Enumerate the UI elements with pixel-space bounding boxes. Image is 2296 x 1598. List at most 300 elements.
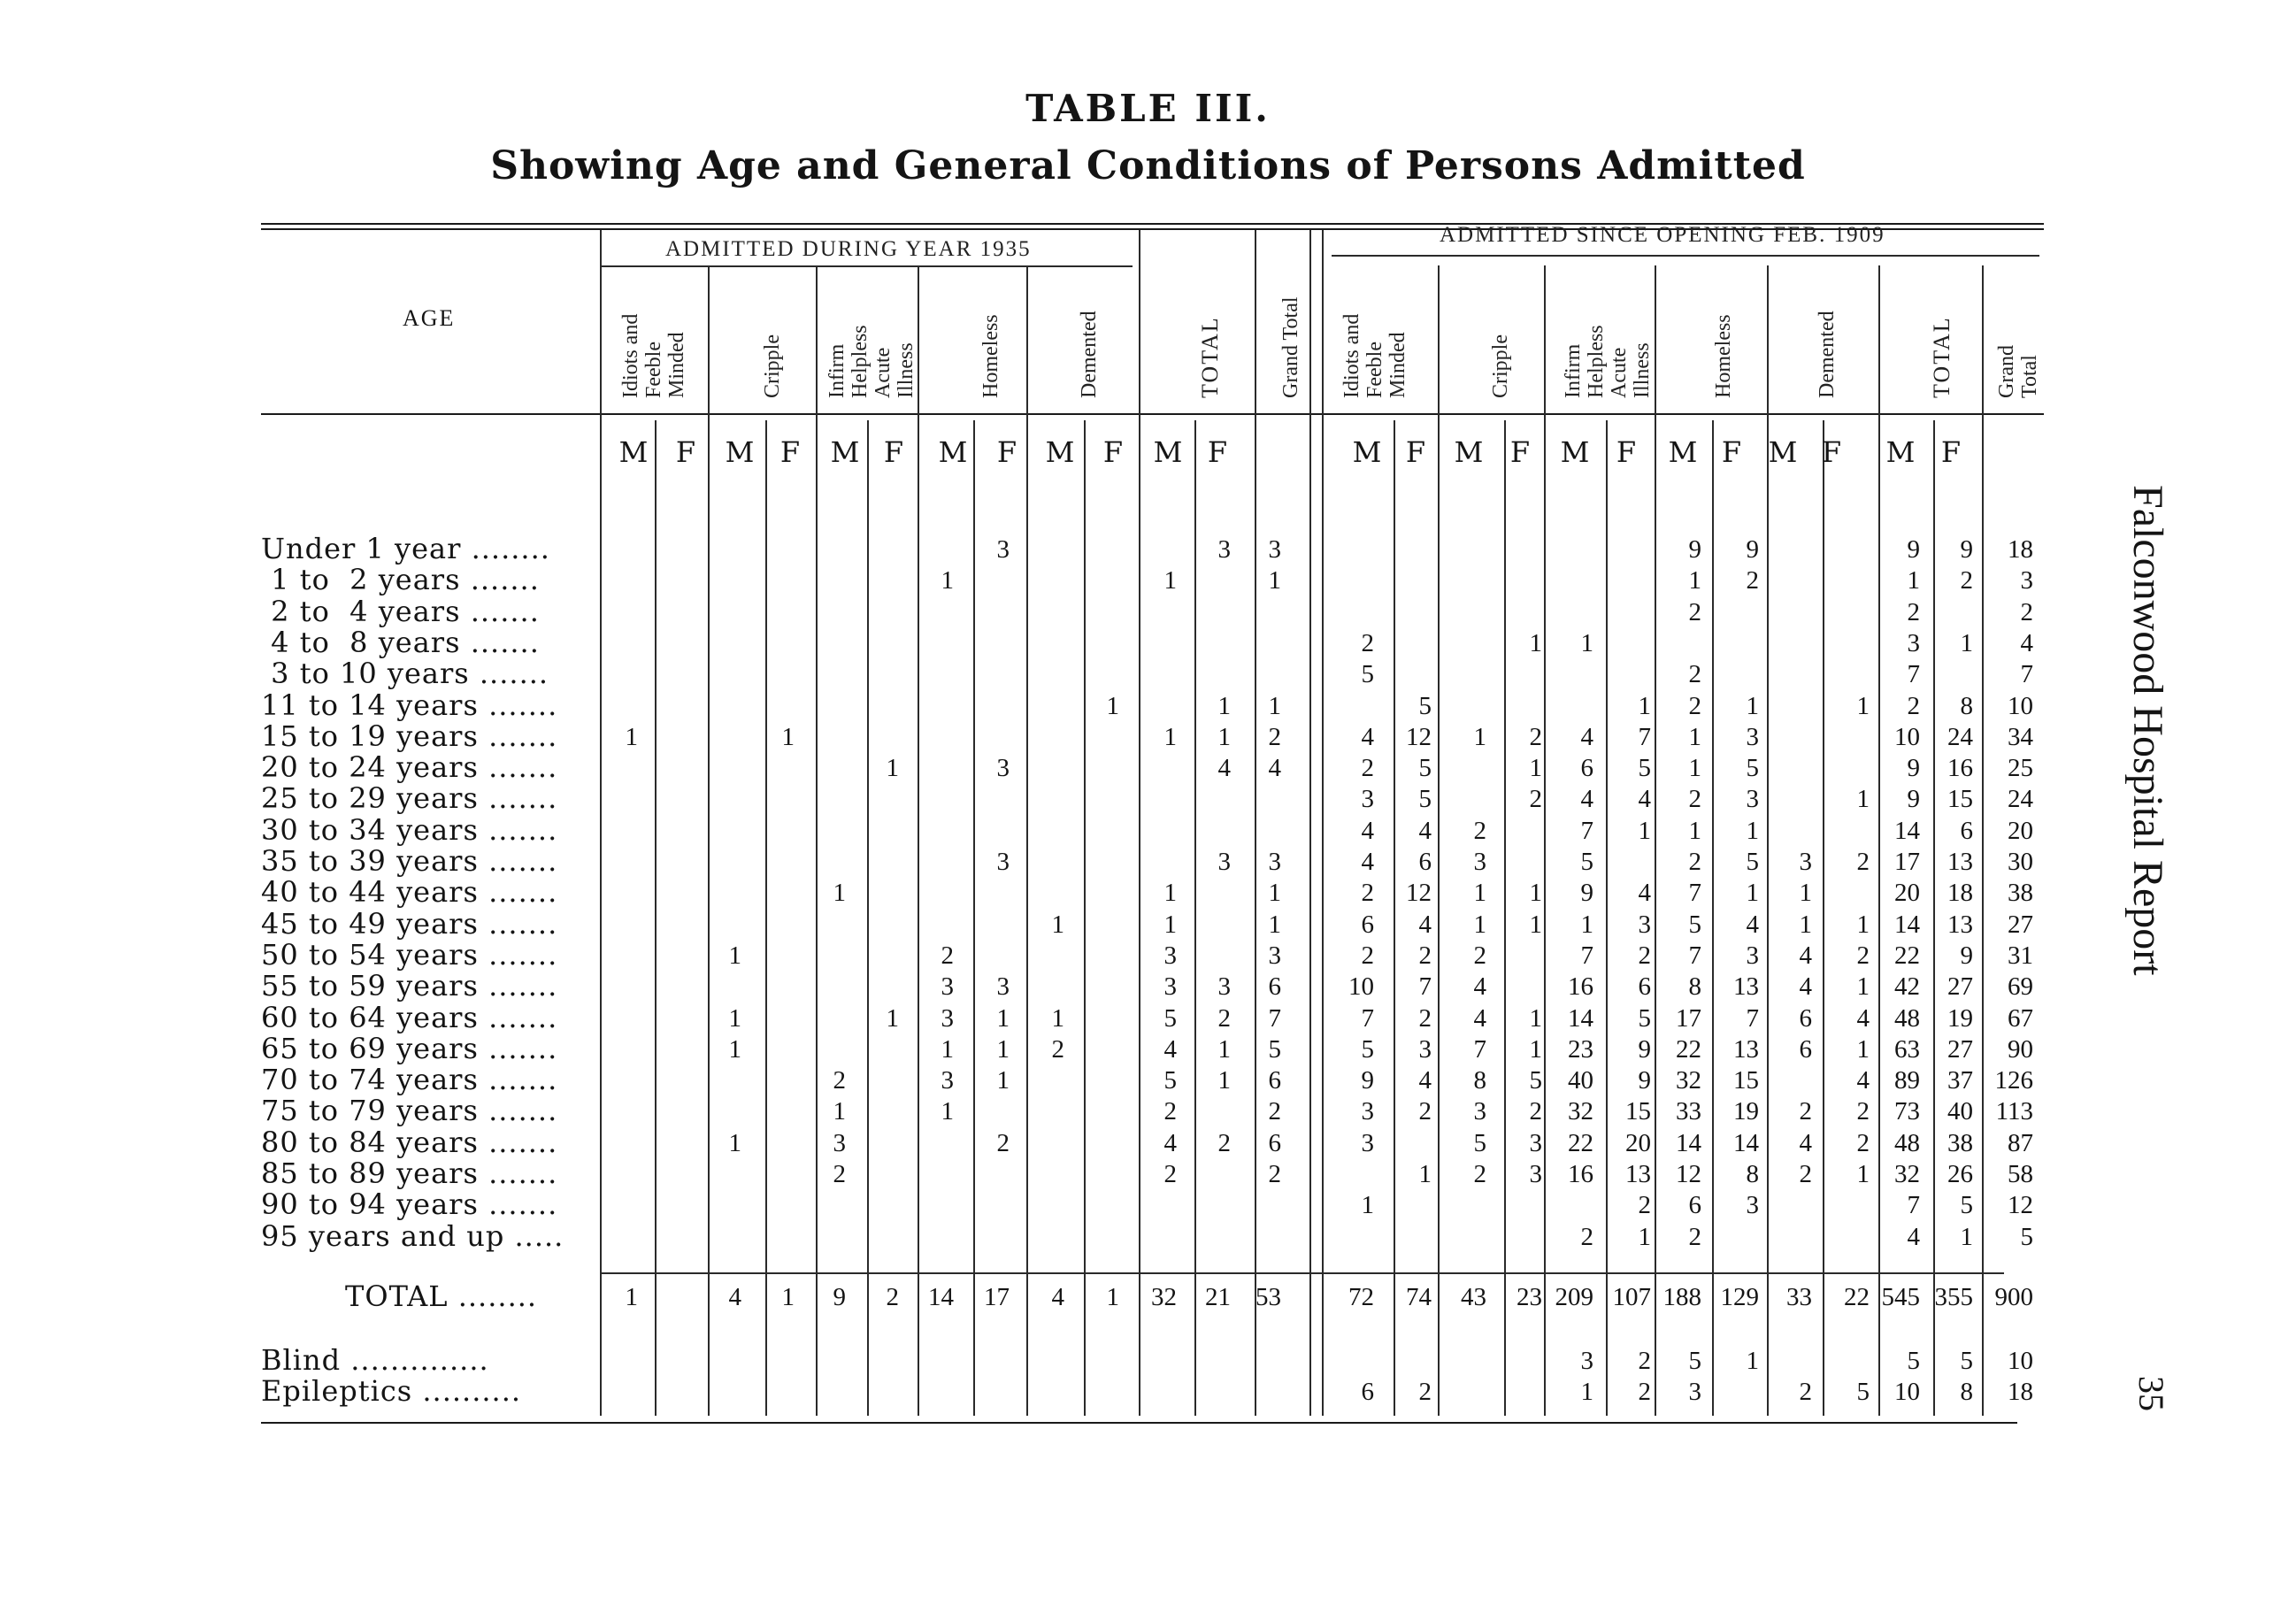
age-row-cell: 4	[1907, 1222, 1920, 1251]
age-row-cell: 3	[996, 972, 1010, 1002]
age-row-cell: 4	[1799, 1128, 1812, 1157]
total-row-cell: 74	[1406, 1283, 1432, 1311]
age-row-label: 4 to 8 years .......	[261, 625, 540, 659]
column-divider	[655, 420, 657, 1416]
age-row-cell: 89	[1894, 1066, 1920, 1095]
age-row-cell: 12	[2008, 1191, 2033, 1220]
age-row-cell: 1	[996, 1003, 1010, 1033]
age-row-cell: 1	[1529, 754, 1542, 783]
age-row-cell: 69	[2008, 972, 2033, 1002]
sex-label: F	[1821, 435, 1842, 469]
age-row-cell: 1	[1688, 722, 1701, 751]
age-row-label: 40 to 44 years .......	[261, 875, 558, 910]
age-row-cell: 2	[1473, 816, 1486, 845]
total-row-cell: 32	[1151, 1283, 1177, 1311]
age-row-cell: 2	[1529, 722, 1542, 751]
age-row-cell: 12	[1676, 1160, 1701, 1188]
age-row-cell: 1	[1418, 1160, 1432, 1188]
age-row-cell: 48	[1894, 1003, 1920, 1033]
age-row-cell: 1	[1051, 910, 1064, 939]
age-row-cell: 1	[728, 941, 741, 970]
age-row-cell: 2	[1907, 691, 1920, 720]
total-row-cell: 9	[833, 1283, 846, 1311]
age-row-cell: 2	[1688, 1222, 1701, 1251]
age-row-cell: 2	[1361, 941, 1374, 970]
age-row-cell: 3	[1217, 535, 1231, 564]
condition-row-cell: 6	[1361, 1378, 1374, 1406]
age-row-cell: 2	[2020, 597, 2033, 626]
sex-label: M	[1045, 435, 1075, 469]
age-row-cell: 4	[1473, 972, 1486, 1002]
condition-row-cell: 5	[1856, 1378, 1870, 1406]
age-row-cell: 1	[1473, 879, 1486, 908]
col-header-cripple-1935: Cripple	[761, 334, 784, 398]
age-row-cell: 113	[1995, 1097, 2033, 1126]
page-number: 35	[2131, 1376, 2171, 1411]
age-row-cell: 4	[1473, 1003, 1486, 1033]
age-row-cell: 20	[1625, 1128, 1651, 1157]
age-row-cell: 1	[728, 1003, 741, 1033]
age-row-cell: 13	[1733, 972, 1759, 1002]
age-row-cell: 5	[1529, 1066, 1542, 1095]
age-row-cell: 87	[2008, 1128, 2033, 1157]
age-row-cell: 9	[1907, 754, 1920, 783]
age-row-cell: 1	[1106, 691, 1119, 720]
condition-row-cell: 3	[1688, 1378, 1701, 1406]
age-row-cell: 2	[1688, 848, 1701, 876]
age-row-cell: 1	[1746, 691, 1759, 720]
age-row-cell: 1	[941, 1097, 954, 1126]
age-row-cell: 2	[833, 1066, 846, 1095]
age-row-cell: 14	[1894, 816, 1920, 845]
age-row-cell: 1	[1268, 566, 1281, 595]
age-row-cell: 2	[1268, 1097, 1281, 1126]
age-row-label: 35 to 39 years .......	[261, 844, 558, 878]
sex-label: F	[1940, 435, 1962, 469]
age-row-cell: 27	[1947, 972, 1973, 1002]
age-row-cell: 2	[1361, 628, 1374, 657]
age-row-cell: 63	[1894, 1034, 1920, 1064]
age-row-cell: 3	[1746, 1191, 1759, 1220]
age-row-cell: 2	[1688, 597, 1701, 626]
total-row-cell: 545	[1881, 1283, 1920, 1311]
age-row-cell: 2	[1638, 941, 1651, 970]
age-row-cell: 20	[1894, 879, 1920, 908]
age-row-cell: 1	[1799, 879, 1812, 908]
age-row-cell: 22	[1676, 1034, 1701, 1064]
age-row-cell: 1	[1163, 566, 1177, 595]
age-row-label: 60 to 64 years .......	[261, 1000, 558, 1034]
total-row-cell: 1	[1106, 1283, 1119, 1311]
age-row-cell: 6	[1268, 1128, 1281, 1157]
age-row-label: 90 to 94 years .......	[261, 1187, 558, 1222]
age-row-cell: 19	[1947, 1003, 1973, 1033]
age-row-cell: 40	[1568, 1066, 1593, 1095]
column-divider	[600, 230, 602, 1416]
age-row-cell: 2	[1799, 1097, 1812, 1126]
group-header-1935: ADMITTED DURING YEAR 1935	[665, 237, 1032, 261]
col-header-cripple-since: Cripple	[1489, 334, 1512, 398]
col-header-homeless-since: Homeless	[1712, 314, 1735, 398]
sex-label: F	[883, 435, 904, 469]
column-divider	[816, 265, 818, 1416]
age-row-cell: 7	[1580, 941, 1593, 970]
age-row-cell: 7	[1746, 1003, 1759, 1033]
age-row-cell: 26	[1947, 1160, 1973, 1188]
age-row-cell: 3	[996, 754, 1010, 783]
age-row-cell: 10	[1894, 722, 1920, 751]
age-row-cell: 2	[1856, 848, 1870, 876]
age-row-cell: 6	[1268, 1066, 1281, 1095]
age-row-cell: 1	[1473, 910, 1486, 939]
sex-label: F	[1509, 435, 1531, 469]
age-row-cell: 1	[1960, 1222, 1973, 1251]
age-row-label: 11 to 14 years .......	[261, 688, 558, 722]
age-row-cell: 1	[1907, 566, 1920, 595]
age-row-cell: 8	[1746, 1160, 1759, 1188]
age-row-cell: 9	[1907, 535, 1920, 564]
age-row-cell: 6	[1799, 1034, 1812, 1064]
age-row-cell: 13	[1733, 1034, 1759, 1064]
age-row-cell: 22	[1894, 941, 1920, 970]
age-row-cell: 1	[625, 722, 638, 751]
age-row-cell: 1	[1580, 910, 1593, 939]
age-row-cell: 13	[1947, 848, 1973, 876]
age-row-cell: 1	[1799, 910, 1812, 939]
age-row-cell: 5	[1361, 1034, 1374, 1064]
age-row-cell: 1	[1361, 1191, 1374, 1220]
age-row-cell: 2	[1473, 941, 1486, 970]
age-row-cell: 3	[941, 1066, 954, 1095]
age-row-cell: 3	[1361, 1128, 1374, 1157]
age-row-cell: 1	[1051, 1003, 1064, 1033]
age-row-cell: 2	[1268, 1160, 1281, 1188]
age-row-cell: 1	[728, 1034, 741, 1064]
sex-label: M	[1454, 435, 1484, 469]
age-row-cell: 4	[1580, 722, 1593, 751]
age-row-cell: 3	[2020, 566, 2033, 595]
sex-label: M	[830, 435, 860, 469]
age-row-cell: 7	[1361, 1003, 1374, 1033]
age-row-cell: 48	[1894, 1128, 1920, 1157]
age-row-cell: 5	[2020, 1222, 2033, 1251]
age-row-cell: 15	[1733, 1066, 1759, 1095]
column-divider	[867, 420, 869, 1416]
total-row-cell: 4	[728, 1283, 741, 1311]
age-row-cell: 4	[1799, 941, 1812, 970]
age-row-cell: 1	[728, 1128, 741, 1157]
age-row-cell: 1	[1529, 628, 1542, 657]
sex-label: F	[1207, 435, 1228, 469]
age-row-cell: 31	[2008, 941, 2033, 970]
total-row-cell: 188	[1662, 1283, 1701, 1311]
age-row-cell: 16	[1568, 1160, 1593, 1188]
age-row-cell: 3	[1746, 722, 1759, 751]
age-row-cell: 5	[1268, 1034, 1281, 1064]
sex-label: F	[779, 435, 801, 469]
age-row-cell: 20	[2008, 816, 2033, 845]
age-row-cell: 2	[1960, 566, 1973, 595]
age-row-cell: 4	[1163, 1128, 1177, 1157]
age-row-cell: 9	[1638, 1066, 1651, 1095]
sex-label: F	[1102, 435, 1124, 469]
total-row-cell: 4	[1051, 1283, 1064, 1311]
age-row-cell: 126	[1994, 1066, 2033, 1095]
col-header-demented-since: Demented	[1816, 311, 1839, 398]
total-row-cell: 43	[1461, 1283, 1486, 1311]
age-row-cell: 4	[1361, 816, 1374, 845]
age-row-cell: 37	[1947, 1066, 1973, 1095]
age-row-cell: 9	[1960, 535, 1973, 564]
age-row-cell: 5	[1163, 1066, 1177, 1095]
group-underline-since	[1332, 255, 2039, 257]
age-row-cell: 1	[1268, 691, 1281, 720]
age-row-cell: 9	[1907, 785, 1920, 814]
age-row-cell: 1	[1638, 816, 1651, 845]
age-row-cell: 32	[1568, 1097, 1593, 1126]
age-row-cell: 3	[1638, 910, 1651, 939]
age-row-cell: 2	[996, 1128, 1010, 1157]
age-row-cell: 6	[1361, 910, 1374, 939]
age-row-cell: 1	[1268, 879, 1281, 908]
age-row-cell: 1	[781, 722, 795, 751]
header-rule	[261, 413, 2044, 415]
column-divider	[708, 265, 710, 1416]
age-row-cell: 32	[1894, 1160, 1920, 1188]
age-row-cell: 2	[833, 1160, 846, 1188]
age-row-cell: 1	[1856, 691, 1870, 720]
total-row-cell: 14	[928, 1283, 954, 1311]
age-row-cell: 5	[1746, 754, 1759, 783]
age-row-cell: 58	[2008, 1160, 2033, 1188]
age-row-cell: 7	[1907, 1191, 1920, 1220]
age-row-cell: 67	[2008, 1003, 2033, 1033]
age-row-cell: 1	[1268, 910, 1281, 939]
age-row-cell: 1	[1580, 628, 1593, 657]
age-row-cell: 7	[1688, 879, 1701, 908]
age-row-label: 50 to 54 years .......	[261, 937, 558, 972]
age-row-cell: 3	[941, 1003, 954, 1033]
age-row-cell: 73	[1894, 1097, 1920, 1126]
age-row-cell: 19	[1733, 1097, 1759, 1126]
age-row-cell: 9	[1960, 941, 1973, 970]
age-row-cell: 7	[1418, 972, 1432, 1002]
age-row-cell: 33	[1676, 1097, 1701, 1126]
age-row-cell: 1	[1217, 1034, 1231, 1064]
age-row-cell: 17	[1894, 848, 1920, 876]
age-row-cell: 8	[1473, 1066, 1486, 1095]
sex-label: F	[996, 435, 1017, 469]
age-row-cell: 2	[1688, 691, 1701, 720]
age-row-label: 20 to 24 years .......	[261, 750, 558, 785]
condition-row-label: Epileptics ..........	[261, 1374, 522, 1408]
age-row-cell: 3	[1268, 941, 1281, 970]
age-row-cell: 1	[1638, 1222, 1651, 1251]
column-divider	[1309, 230, 1311, 1416]
age-row-cell: 5	[1638, 1003, 1651, 1033]
age-row-cell: 4	[1746, 910, 1759, 939]
age-row-label: 2 to 4 years .......	[261, 594, 540, 628]
age-row-cell: 6	[1268, 972, 1281, 1002]
age-row-cell: 7	[1638, 722, 1651, 751]
age-row-cell: 4	[1361, 848, 1374, 876]
age-row-cell: 1	[941, 1034, 954, 1064]
age-row-cell: 18	[2008, 535, 2033, 564]
age-row-cell: 4	[1856, 1003, 1870, 1033]
age-row-cell: 42	[1894, 972, 1920, 1002]
age-row-cell: 2	[1473, 1160, 1486, 1188]
age-row-cell: 2	[1361, 879, 1374, 908]
age-row-cell: 1	[1638, 691, 1651, 720]
age-row-cell: 13	[1625, 1160, 1651, 1188]
age-row-label: 80 to 84 years .......	[261, 1125, 558, 1159]
age-row-cell: 7	[1907, 660, 1920, 689]
age-row-cell: 1	[1163, 879, 1177, 908]
age-row-cell: 4	[1638, 785, 1651, 814]
sex-label: F	[1405, 435, 1426, 469]
age-row-cell: 10	[2008, 691, 2033, 720]
age-row-cell: 16	[1568, 972, 1593, 1002]
age-header: AGE	[403, 305, 456, 331]
age-row-cell: 13	[1947, 910, 1973, 939]
total-row-cell: 900	[1994, 1283, 2033, 1311]
age-row-cell: 3	[1418, 1034, 1432, 1064]
age-row-cell: 14	[1894, 910, 1920, 939]
age-row-cell: 14	[1733, 1128, 1759, 1157]
age-row-cell: 10	[1348, 972, 1374, 1002]
age-row-cell: 1	[1688, 566, 1701, 595]
age-row-cell: 2	[1217, 1128, 1231, 1157]
age-row-cell: 9	[1638, 1034, 1651, 1064]
sex-label: M	[1352, 435, 1382, 469]
age-row-cell: 1	[1960, 628, 1973, 657]
age-row-cell: 5	[1418, 691, 1432, 720]
age-row-cell: 2	[1529, 785, 1542, 814]
condition-row-cell: 18	[2008, 1378, 2033, 1406]
column-divider	[1139, 230, 1140, 1416]
age-row-cell: 1	[1856, 972, 1870, 1002]
age-row-cell: 14	[1676, 1128, 1701, 1157]
age-row-cell: 2	[1746, 566, 1759, 595]
age-row-cell: 1	[1529, 879, 1542, 908]
age-row-cell: 3	[1473, 1097, 1486, 1126]
condition-row-cell: 2	[1799, 1378, 1812, 1406]
table-title: TABLE III.	[1025, 87, 1271, 130]
condition-row-label: Blind ..............	[261, 1343, 489, 1377]
age-row-cell: 3	[1217, 972, 1231, 1002]
age-row-cell: 9	[1580, 879, 1593, 908]
age-row-cell: 24	[1947, 722, 1973, 751]
group-header-since-1909: ADMITTED SINCE OPENING FEB. 1909	[1440, 223, 1885, 247]
age-row-cell: 5	[1361, 660, 1374, 689]
sex-label: M	[1885, 435, 1916, 469]
age-row-cell: 4	[1638, 879, 1651, 908]
age-row-cell: 6	[1580, 754, 1593, 783]
age-row-label: 3 to 10 years .......	[261, 657, 549, 691]
age-row-cell: 3	[1361, 1097, 1374, 1126]
col-header-total-since: TOTAL	[1929, 316, 1954, 398]
age-row-cell: 3	[996, 535, 1010, 564]
age-row-cell: 27	[1947, 1034, 1973, 1064]
age-row-cell: 2	[1361, 754, 1374, 783]
age-row-cell: 1	[886, 754, 899, 783]
age-row-cell: 4	[1163, 1034, 1177, 1064]
age-row-cell: 3	[833, 1128, 846, 1157]
age-row-cell: 15	[1625, 1097, 1651, 1126]
total-row-cell: 129	[1720, 1283, 1759, 1311]
age-row-cell: 3	[1473, 848, 1486, 876]
age-row-cell: 1	[1217, 722, 1231, 751]
age-row-cell: 4	[1580, 785, 1593, 814]
age-row-cell: 5	[1473, 1128, 1486, 1157]
age-row-cell: 90	[2008, 1034, 2033, 1064]
age-row-cell: 4	[1361, 722, 1374, 751]
age-row-cell: 2	[941, 941, 954, 970]
age-row-cell: 2	[1163, 1097, 1177, 1126]
age-row-cell: 3	[996, 848, 1010, 876]
sex-label: F	[1616, 435, 1637, 469]
table-subtitle: Showing Age and General Conditions of Persons Admitted	[490, 143, 1806, 188]
col-header-total-1935: TOTAL	[1197, 316, 1223, 398]
age-row-cell: 3	[1268, 848, 1281, 876]
age-row-cell: 2	[1580, 1222, 1593, 1251]
sex-label: M	[1668, 435, 1698, 469]
age-row-cell: 5	[1580, 848, 1593, 876]
age-row-cell: 14	[1568, 1003, 1593, 1033]
age-row-cell: 1	[1688, 754, 1701, 783]
age-row-cell: 9	[1746, 535, 1759, 564]
age-row-cell: 2	[1163, 1160, 1177, 1188]
group-underline-1935	[602, 265, 1133, 267]
age-row-cell: 7	[2020, 660, 2033, 689]
age-row-cell: 12	[1406, 722, 1432, 751]
total-row-cell: 22	[1844, 1283, 1870, 1311]
age-row-cell: 3	[1163, 972, 1177, 1002]
age-row-cell: 2	[1268, 722, 1281, 751]
sex-label: M	[1560, 435, 1590, 469]
age-row-cell: 2	[1051, 1034, 1064, 1064]
age-row-label: 75 to 79 years .......	[261, 1094, 558, 1128]
age-row-cell: 6	[1960, 816, 1973, 845]
age-row-cell: 1	[1856, 1034, 1870, 1064]
age-row-cell: 1	[996, 1066, 1010, 1095]
total-row-label: TOTAL ........	[345, 1279, 538, 1313]
age-row-cell: 3	[941, 972, 954, 1002]
age-row-cell: 1	[1163, 722, 1177, 751]
age-row-cell: 4	[1418, 910, 1432, 939]
sex-label: M	[938, 435, 968, 469]
age-row-cell: 3	[1217, 848, 1231, 876]
age-row-cell: 2	[1907, 597, 1920, 626]
total-separator	[602, 1272, 2004, 1274]
sex-label: M	[725, 435, 755, 469]
age-row-cell: 22	[1568, 1128, 1593, 1157]
age-row-cell: 1	[1746, 879, 1759, 908]
age-row-label: 15 to 19 years .......	[261, 718, 558, 753]
age-row-cell: 3	[1799, 848, 1812, 876]
age-row-label: Under 1 year ........	[261, 532, 550, 565]
age-row-cell: 7	[1580, 816, 1593, 845]
age-row-label: 45 to 49 years .......	[261, 906, 558, 941]
col-header-grand-total-since: Grand Total	[1995, 345, 2041, 398]
col-header-infirm-1935: Infirm Helpless Acute Illness	[825, 325, 918, 398]
age-row-cell: 1	[1856, 910, 1870, 939]
age-row-cell: 2	[1799, 1160, 1812, 1188]
sex-label: M	[1153, 435, 1183, 469]
age-row-label: 85 to 89 years .......	[261, 1156, 558, 1190]
condition-row-cell: 5	[1688, 1347, 1701, 1375]
age-row-label: 25 to 29 years .......	[261, 781, 558, 816]
